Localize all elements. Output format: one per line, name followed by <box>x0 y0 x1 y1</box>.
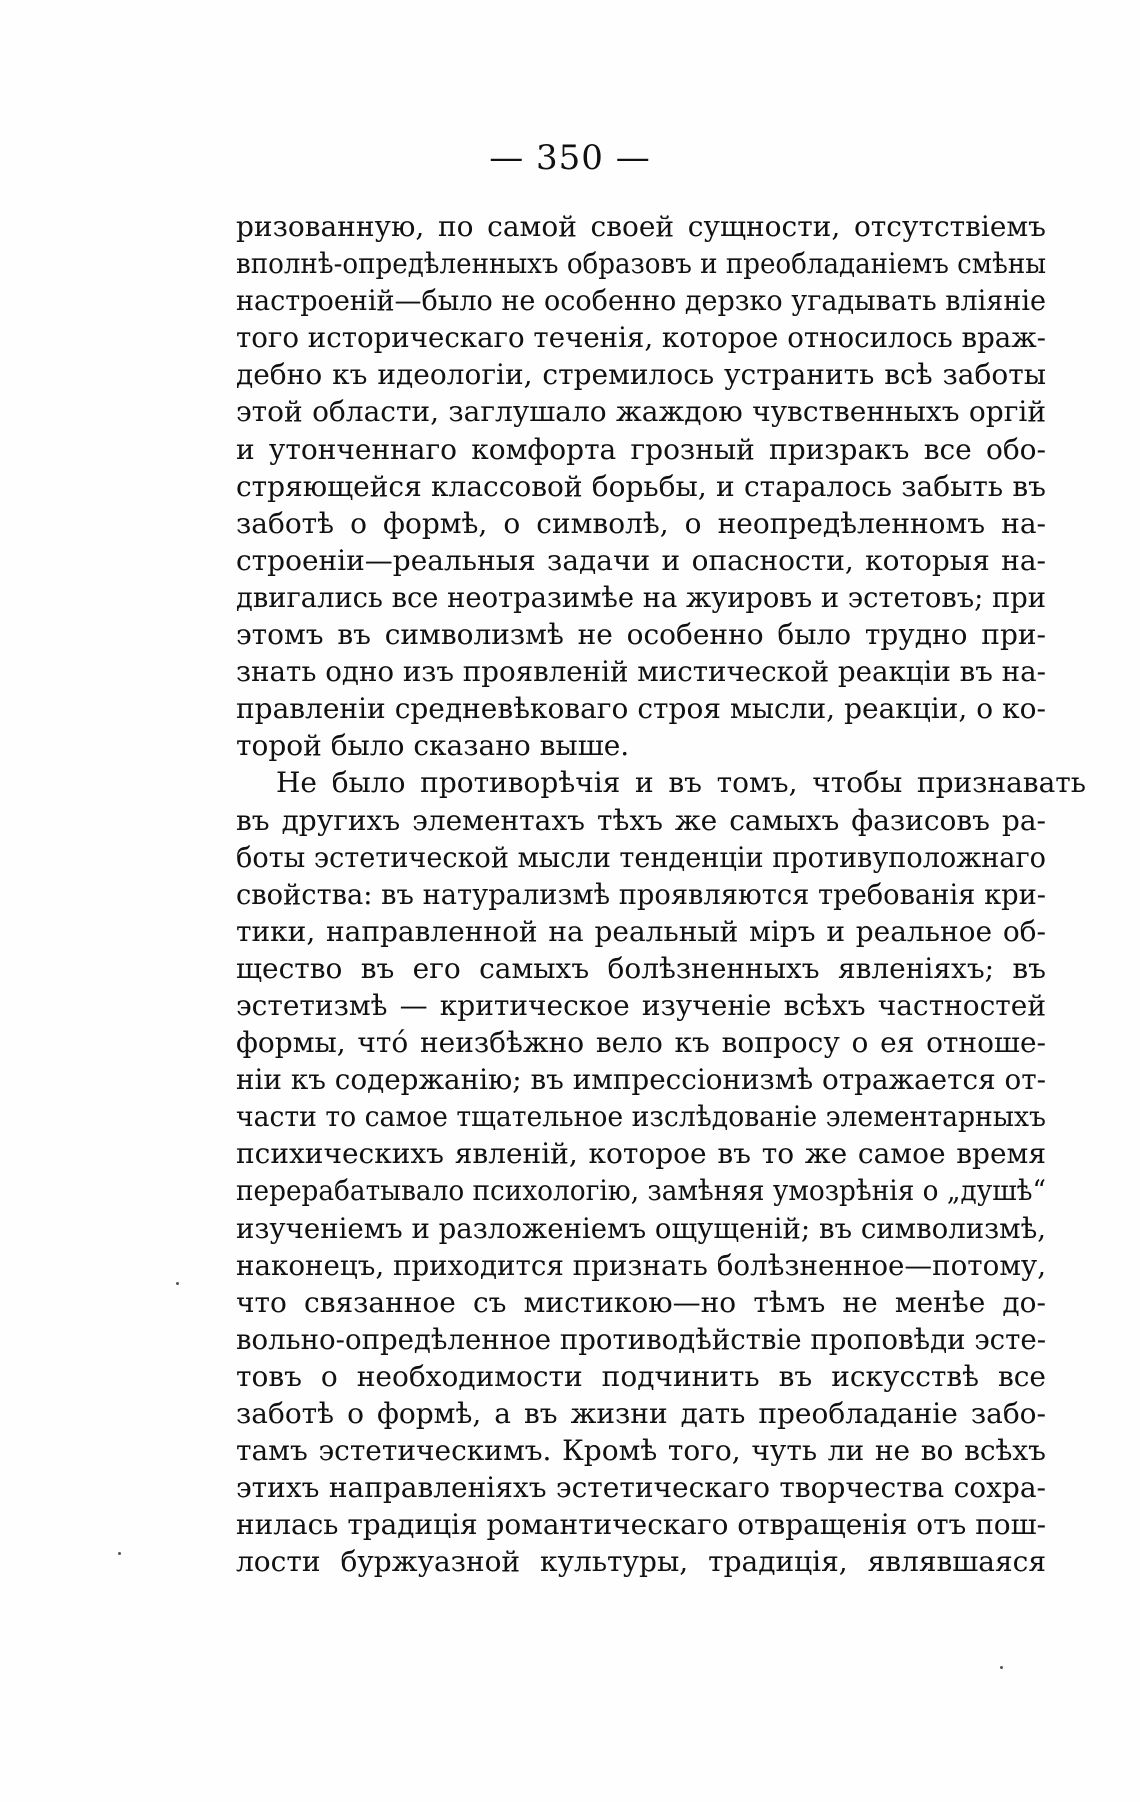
text-line: нилась традиція романтическаго отвращенія отъ пош- <box>236 1508 1047 1542</box>
scan-speck <box>118 1552 121 1555</box>
text-line: изученіемъ и разложеніемъ ощущеній; въ символизмѣ, <box>236 1211 1047 1245</box>
text-line: Не было противорѣчія и въ томъ, чтобы признавать <box>276 766 1086 800</box>
text-line: дебно къ идеологіи, стремилось устранить всѣ заботы <box>236 358 1046 392</box>
text-line: двигались все неотразимѣе на жуировъ и эстетовъ; при <box>236 580 1046 614</box>
text-line: правленіи средневѣковаго строя мысли, реакціи, о ко- <box>236 692 1046 726</box>
text-line: и утонченнаго комфорта грозный призракъ все обо- <box>236 432 1046 466</box>
text-line: тики, направленной на реальный міръ и реальное об- <box>236 914 1046 948</box>
text-line: части то самое тщательное изслѣдованіе элементарныхъ <box>236 1100 1046 1134</box>
text-line: стряющейся классовой борьбы, и старалось забыть въ <box>236 469 1046 503</box>
text-line: товъ о необходимости подчинить въ искусствѣ все <box>236 1359 1046 1393</box>
paragraph-1 <box>236 208 1046 764</box>
text-line: вполнѣ-опредѣленныхъ образовъ и преобладаніемъ смѣны <box>236 247 1047 281</box>
text-line: тамъ эстетическимъ. Кромѣ того, чуть ли не во всѣхъ <box>236 1434 1046 1468</box>
text-line: наконецъ, приходится признать болѣзненное—потому, <box>236 1248 1047 1282</box>
text-line: что связанное съ мистикою—но тѣмъ не менѣе до- <box>236 1285 1046 1319</box>
text-line: заботѣ о формѣ, а въ жизни дать преобладаніе забо- <box>236 1397 1046 1430</box>
text-line: торой было сказано выше. <box>236 729 630 763</box>
text-line: психическихъ явленій, которое въ то же самое время <box>236 1137 1046 1171</box>
text-line: этой области, заглушало жаждою чувственныхъ оргій <box>236 395 1046 429</box>
paragraph-2 <box>236 764 1086 1580</box>
text-line: щество въ его самыхъ болѣзненныхъ явленіяхъ; въ <box>236 951 1046 985</box>
page-number: — 350 — <box>489 138 651 178</box>
text-line: эстетизмѣ — критическое изученіе всѣхъ частностей <box>236 988 1046 1022</box>
scan-speck <box>176 1282 179 1285</box>
text-line: этихъ направленіяхъ эстетическаго творчества сохра- <box>236 1471 1046 1505</box>
text-line: вольно-опредѣленное противодѣйствіе проповѣди эсте- <box>236 1322 1047 1356</box>
body-text <box>236 208 1086 1580</box>
text-line: лости буржуазной культуры, традиція, являвшаяся <box>236 1545 1046 1579</box>
text-line: ніи къ содержанію; въ импрессіонизмѣ отражается от- <box>236 1063 1047 1097</box>
text-line: заботѣ о формѣ, о символѣ, о неопредѣленномъ на- <box>236 506 1046 540</box>
scan-speck <box>1000 1666 1003 1669</box>
text-line: того историческаго теченія, которое относилось враж- <box>236 321 1046 355</box>
text-line: перерабатывало психологію, замѣняя умозрѣнія о „душѣ“ <box>236 1174 1046 1208</box>
text-line: настроеній—было не особенно дерзко угадывать вліяніе <box>236 284 1047 318</box>
text-line: свойства: въ натурализмѣ проявляются требованія кри- <box>236 877 1047 911</box>
text-line: боты эстетической мысли тенденціи противуположнаго <box>236 840 1047 874</box>
text-line: этомъ въ символизмѣ не особенно было трудно при- <box>236 618 1046 652</box>
text-line: ризованную, по самой своей сущности, отсутствіемъ <box>236 210 1046 243</box>
text-line: въ другихъ элементахъ тѣхъ же самыхъ фазисовъ ра- <box>236 803 1046 837</box>
text-line: формы, что́ неизбѣжно вело къ вопросу о ея отноше- <box>236 1026 1046 1060</box>
text-line: строеніи—реальныя задачи и опасности, которыя на- <box>236 543 1046 577</box>
text-line: знать одно изъ проявленій мистической реакціи въ на- <box>236 655 1046 689</box>
